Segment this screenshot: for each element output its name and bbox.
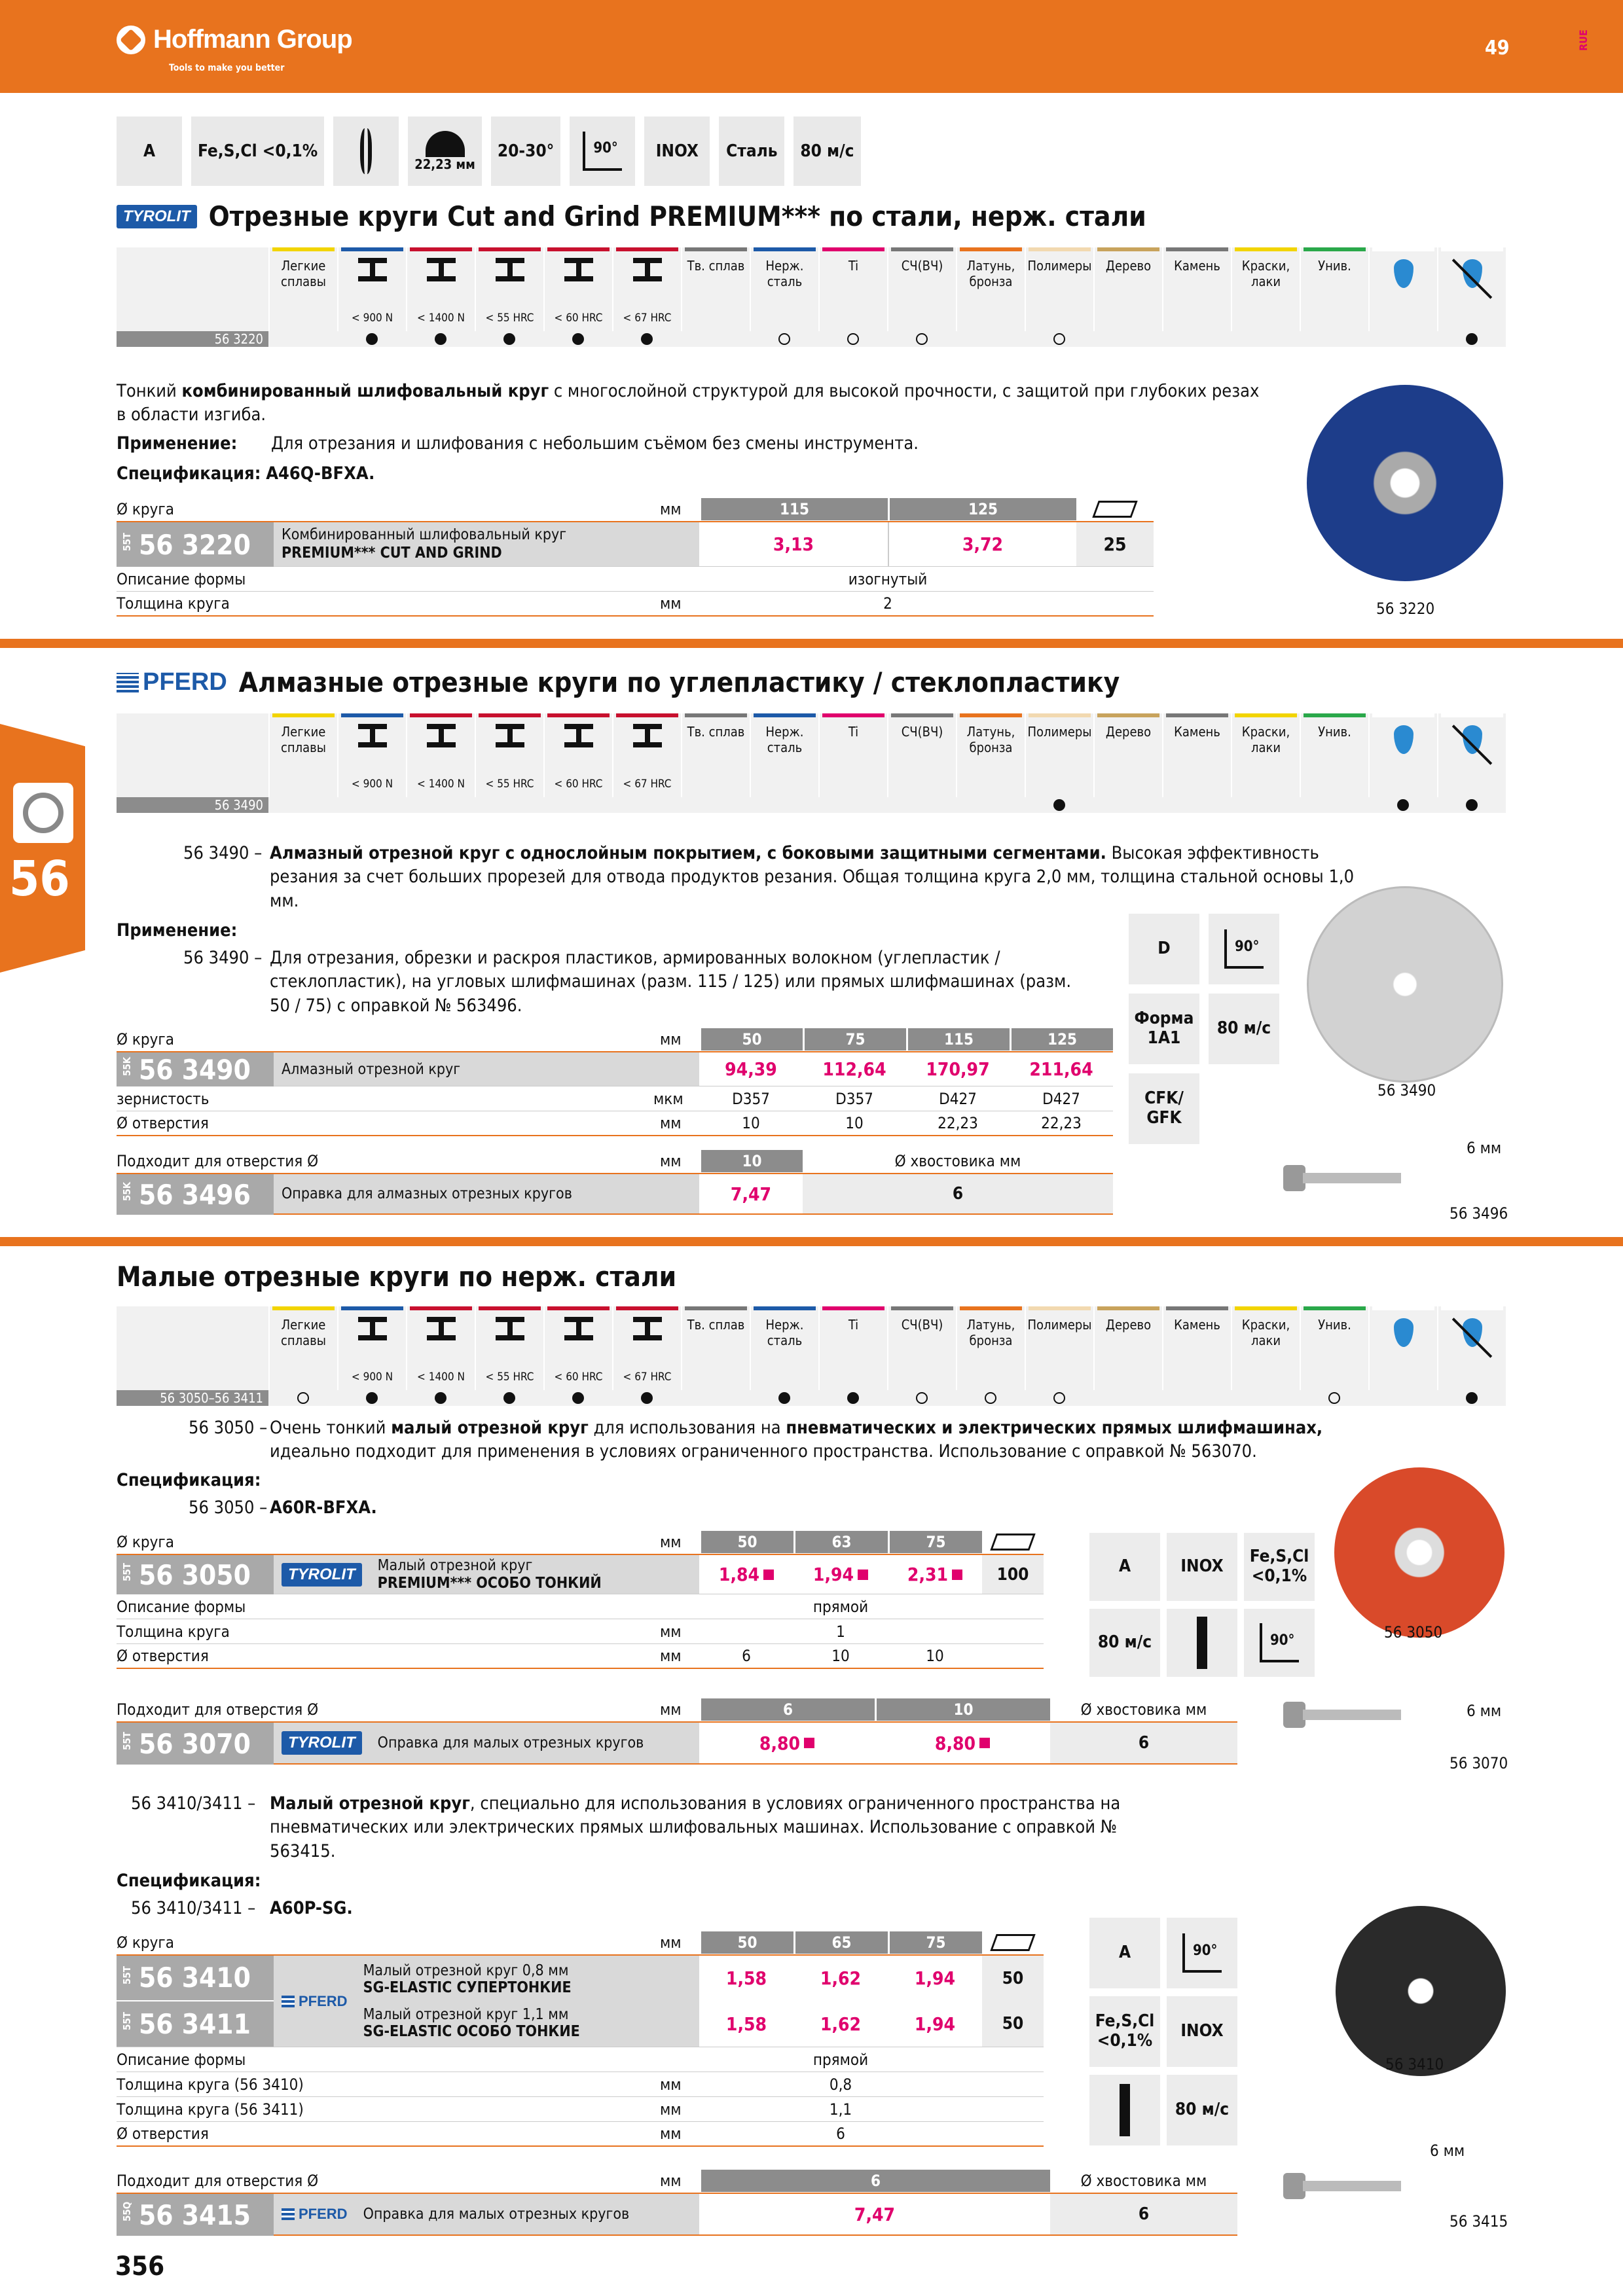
section-title-text: Отрезные круги Cut and Grind PREMIUM*** по стали, нерж. стали — [208, 200, 1146, 232]
property-icon — [333, 117, 399, 186]
material-column: Ti — [818, 1306, 887, 1390]
steel-beam-icon — [358, 724, 387, 747]
material-column: Унив. — [1300, 713, 1368, 797]
black-disc-image — [1336, 1906, 1506, 2076]
language-code: RUE — [1577, 29, 1590, 51]
steel-beam-icon — [358, 1317, 387, 1340]
s3-mandrel-table-1: Подходит для отверстия Ø мм 6 10 Ø хвостовика мм 55T 56 3070 TYROLIT Оправка для малых отрезных кругов 8,80 8,80 6 — [117, 1698, 1237, 1765]
material-column: < 1400 N — [406, 1306, 475, 1390]
material-column: Дерево — [1093, 713, 1162, 797]
brand-name: Hoffmann Group — [153, 25, 352, 54]
material-column: < 67 HRC — [612, 713, 681, 797]
s1-description: Тонкий комбинированный шлифовальный круг с многослойной структурой для высокой прочности, с защитой при глубоких резах в области изгиба. — [117, 381, 1260, 425]
chapter-number: 56 — [9, 851, 70, 907]
material-column: Краски, лаки — [1231, 713, 1300, 797]
s3-product-table-2: Ø круга мм 50 65 75 55T 56 3410 55T 56 3411 PFERD Малый отрезной круг 0,8 мм SG-ELASTIC СУПЕРТОНКИЕ Малый отрезной круг 1,1 мм SG-ELASTIC ОСОБО ТОНКИЕ 1,58 1,62 1,94 1,58 1,62 1,94 50 50 Описание формы прямой Толщина круга (56 3410) мм 0,8 Толщина круга (56 3411) мм 1,1 Ø отверстия мм 6 — [117, 1931, 1044, 2147]
material-column: Нерж. сталь — [750, 1306, 818, 1390]
material-column — [1437, 713, 1506, 797]
material-column: Ti — [818, 713, 887, 797]
material-column: < 900 N — [337, 1306, 406, 1390]
brand-tagline: Tools to make you better — [169, 63, 285, 73]
material-column: Краски, лаки — [1231, 1306, 1300, 1390]
conditional-dot — [1328, 1392, 1340, 1404]
section-title-text: Алмазные отрезные круги по углепластику / стеклопластику — [238, 666, 1120, 698]
chapter-tab[interactable] — [0, 724, 85, 973]
price[interactable]: 94,39 — [725, 1058, 777, 1080]
price[interactable]: 112,64 — [822, 1058, 886, 1080]
material-column: СЧ(ВЧ) — [887, 1306, 956, 1390]
steel-beam-icon — [633, 1317, 662, 1340]
price[interactable]: 170,97 — [926, 1058, 990, 1080]
suitable-dot — [847, 1392, 859, 1404]
section-title-3: Малые отрезные круги по нерж. стали — [117, 1261, 677, 1293]
material-column: < 60 HRC — [543, 713, 612, 797]
property-icon: A — [117, 117, 182, 186]
material-column: < 60 HRC — [543, 1306, 612, 1390]
coolant-drop-icon — [1394, 1318, 1413, 1347]
pack-box-icon — [1076, 501, 1154, 518]
s2-product-table: Ø круга мм 50 75 115 125 55K 56 3490 Алмазный отрезной круг 94,39 112,64 170,97 211,64 зернистость мкм D357 D357 D427 D427 Ø отверстия мм 10 10 22,23 22,23 — [117, 1028, 1113, 1136]
suitable-dot — [572, 1392, 584, 1404]
suitable-dot — [503, 1392, 515, 1404]
product-name: Алмазный отрезной круг — [274, 1052, 699, 1086]
article-number[interactable]: 55T 56 3050 — [117, 1555, 274, 1594]
material-column: < 1400 N — [406, 247, 475, 331]
material-table-2: Легкие сплавы < 900 N < 1400 N < 55 HRC < 60 HRC < 67 HRC Тв. сплав Нерж. сталь Ti СЧ(ВЧ) Латунь, бронза Полимеры Дерево Камень Краски, лаки Унив. 56 3490 — [117, 713, 1506, 813]
brand-logo — [117, 25, 352, 54]
material-column: Тв. сплав — [681, 1306, 750, 1390]
coolant-drop-icon — [1394, 259, 1413, 288]
material-column: Тв. сплав — [681, 247, 750, 331]
material-column: Камень — [1162, 1306, 1231, 1390]
thin-disc-icon — [1167, 1609, 1237, 1677]
conditional-dot — [916, 333, 928, 345]
material-column: Латунь, бронза — [956, 1306, 1025, 1390]
s2-description: Алмазный отрезной круг с однослойным покрытием, с боковыми защитными сегментами. Высокая эффективность резания за счет больших прорезей для отвода продуктов резания. Общая толщина круга 2,0 мм, толщина стальной основы 1,0 мм. — [270, 843, 1355, 911]
material-column: Легкие сплавы — [268, 247, 337, 331]
material-column: Дерево — [1093, 247, 1162, 331]
property-icon-bar — [117, 117, 861, 186]
s3-description-1: Очень тонкий малый отрезной круг для использования на пневматических и электрических прямых шлифмашинах, идеально подходит для применения в условиях ограниченного пространства. Использование с оправкой № 563070. — [270, 1418, 1323, 1462]
material-column — [1437, 247, 1506, 331]
material-column: Дерево — [1093, 1306, 1162, 1390]
tyrolit-logo: TYROLIT — [117, 205, 197, 228]
material-column: Полимеры — [1025, 1306, 1093, 1390]
property-icon: 90° — [570, 117, 635, 186]
property-icon: 20-30° — [491, 117, 561, 186]
material-column: < 1400 N — [406, 713, 475, 797]
steel-beam-icon — [427, 1317, 456, 1340]
material-column — [1368, 247, 1437, 331]
diam-label: Ø круга — [117, 500, 174, 518]
suitable-dot — [1466, 799, 1478, 811]
s3-mandrel-table-2: Подходит для отверстия Ø мм 6 Ø хвостовика мм 55Q 56 3415 PFERD Оправка для малых отрезных кругов 7,47 6 — [117, 2169, 1237, 2236]
suitable-dot — [435, 333, 447, 345]
price[interactable]: 7,47 — [730, 1183, 772, 1205]
material-column: < 55 HRC — [475, 713, 543, 797]
steel-beam-icon — [496, 1317, 524, 1340]
s3-product-table-1: Ø круга мм 50 63 75 55T 56 3050 TYROLIT Малый отрезной круг PREMIUM*** ОСОБО ТОНКИЙ 1,84 1,94 2,31 100 Описание формы прямой Толщина круга мм 1 Ø отверстия мм 6 10 10 — [117, 1530, 1044, 1669]
catalog-page-number: 49 — [1485, 37, 1510, 60]
shape-value: изогнутый — [848, 569, 928, 588]
steel-beam-icon — [427, 724, 456, 747]
size-header: 125 — [888, 498, 1076, 520]
s1-product-table: Ø круга мм 115 125 55T 56 3220 Комбинированный шлифовальный круг PREMIUM*** CUT AND GRIND 3,13 3,72 25 Описание формы изогнутый Толщина круга мм 2 — [117, 497, 1154, 617]
product-name: TYROLIT Малый отрезной круг PREMIUM*** ОСОБО ТОНКИЙ — [274, 1555, 699, 1594]
material-column: < 60 HRC — [543, 247, 612, 331]
conditional-dot — [1053, 1392, 1065, 1404]
product-name: Комбинированный шлифовальный круг PREMIUM*** CUT AND GRIND — [274, 522, 699, 566]
material-column: Латунь, бронза — [956, 713, 1025, 797]
coolant-drop-icon — [1394, 725, 1413, 754]
cut-grind-disc-image — [1307, 385, 1503, 581]
material-column: Латунь, бронза — [956, 247, 1025, 331]
material-column: СЧ(ВЧ) — [887, 713, 956, 797]
section-divider — [0, 639, 1623, 648]
material-column — [1368, 1306, 1437, 1390]
property-icon: 80 м/с — [793, 117, 860, 186]
material-column: Полимеры — [1025, 247, 1093, 331]
material-column: Камень — [1162, 247, 1231, 331]
article-number[interactable]: 55K 56 3496 — [117, 1174, 274, 1215]
price[interactable]: 211,64 — [1029, 1058, 1093, 1080]
section-title-2 — [117, 666, 1120, 698]
product-name: Оправка для алмазных отрезных кругов — [274, 1174, 699, 1213]
size-header: 115 — [699, 498, 888, 520]
s1-application: Применение: Для отрезания и шлифования с небольшим съёмом без смены инструмента. — [117, 433, 919, 454]
suitable-dot — [1466, 333, 1478, 345]
article-number[interactable]: 55T 56 3070 — [117, 1723, 274, 1765]
material-table-3: Легкие сплавы < 900 N < 1400 N < 55 HRC < 60 HRC < 67 HRC Тв. сплав Нерж. сталь Ti СЧ(ВЧ) Латунь, бронза Полимеры Дерево Камень Краски, лаки Унив. 56 3050–56 3411 — [117, 1306, 1506, 1406]
suitable-dot — [572, 333, 584, 345]
price[interactable]: 3,13 — [773, 533, 814, 555]
s1-spec: Спецификация: A46Q-BFXA. — [117, 463, 375, 484]
steel-beam-icon — [564, 724, 593, 747]
article-number[interactable]: 55T 56 3220 — [117, 522, 274, 567]
steel-beam-icon — [564, 1317, 593, 1340]
steel-beam-icon — [496, 258, 524, 281]
steel-beam-icon — [496, 724, 524, 747]
suitable-dot — [641, 333, 653, 345]
material-column: < 55 HRC — [475, 1306, 543, 1390]
material-column: Краски, лаки — [1231, 247, 1300, 331]
suitable-dot — [778, 1392, 790, 1404]
material-column — [1368, 713, 1437, 797]
conditional-dot — [847, 333, 859, 345]
article-number[interactable]: 55K 56 3490 — [117, 1052, 274, 1086]
material-column: < 67 HRC — [612, 247, 681, 331]
property-icon: INOX — [644, 117, 710, 186]
suitable-dot — [1397, 799, 1409, 811]
material-column: Легкие сплавы — [268, 713, 337, 797]
angle-90-icon: 90° — [1167, 1918, 1237, 1988]
hoffmann-logo-icon — [117, 26, 145, 54]
pack-box-icon — [982, 1534, 1044, 1551]
price[interactable]: 2,31 — [888, 1555, 982, 1594]
material-column: < 55 HRC — [475, 247, 543, 331]
steel-beam-icon — [358, 258, 387, 281]
pack-qty: 25 — [1076, 522, 1154, 566]
material-column: < 900 N — [337, 713, 406, 797]
price[interactable]: 1,94 — [793, 1555, 888, 1594]
material-column: Унив. — [1300, 247, 1368, 331]
material-column: Ti — [818, 247, 887, 331]
material-column: Полимеры — [1025, 713, 1093, 797]
material-column: Легкие сплавы — [268, 1306, 337, 1390]
suitable-dot — [641, 1392, 653, 1404]
s2-application-label: Применение: — [117, 920, 238, 941]
s2-application: Для отрезания, обрезки и раскроя пластиков, армированных волокном (углепластик / стеклопластик), на угловых шлифмашинах (разм. 115 / 125) или прямых шлифмашинах (разм. 50 / 75) с оправкой № 563496. — [270, 948, 1072, 1016]
s3-description-2: Малый отрезной круг, специально для использования в условиях ограниченного пространства на пневматических или электрических прямых шлифовальных машинах. Использование с оправкой № 563415. — [270, 1793, 1121, 1861]
conditional-dot — [1053, 333, 1065, 345]
price[interactable]: 3,72 — [888, 522, 1076, 566]
angle-90-icon: 90° — [1209, 914, 1279, 984]
material-table-1: Легкие сплавы < 900 N < 1400 N < 55 HRC < 60 HRC < 67 HRC Тв. сплав Нерж. сталь Ti СЧ(ВЧ) Латунь, бронза Полимеры Дерево Камень Краски, лаки Унив. 56 3220 — [117, 247, 1506, 347]
cutting-disc-icon — [13, 783, 73, 843]
pferd-logo: PFERD — [117, 668, 227, 696]
diamond-disc-image — [1307, 886, 1503, 1083]
section-title-1 — [117, 200, 1146, 232]
material-column: СЧ(ВЧ) — [887, 247, 956, 331]
conditional-dot — [778, 333, 790, 345]
conditional-dot — [916, 1392, 928, 1404]
angle-90-icon: 90° — [1244, 1609, 1315, 1677]
section-divider — [0, 1237, 1623, 1246]
image-caption: 56 3220 — [1376, 600, 1435, 618]
steel-beam-icon — [633, 724, 662, 747]
conditional-dot — [985, 1392, 996, 1404]
property-icon: 22,23 мм — [408, 117, 482, 186]
price[interactable]: 1,84 — [699, 1555, 793, 1594]
page-number: 356 — [115, 2251, 165, 2282]
steel-beam-icon — [427, 258, 456, 281]
steel-beam-icon — [633, 258, 662, 281]
suitable-dot — [1466, 1392, 1478, 1404]
material-column: Нерж. сталь — [750, 713, 818, 797]
thickness-value: 2 — [883, 594, 892, 613]
material-column: < 900 N — [337, 247, 406, 331]
suitable-dot — [503, 333, 515, 345]
material-column: Тв. сплав — [681, 713, 750, 797]
property-icon: Сталь — [719, 117, 784, 186]
material-column: Нерж. сталь — [750, 247, 818, 331]
property-icon: Fe,S,Cl <0,1% — [191, 117, 324, 186]
suitable-dot — [435, 1392, 447, 1404]
suitable-dot — [366, 1392, 378, 1404]
thin-disc-icon — [1089, 2075, 1160, 2145]
s2-mandrel-table: Подходит для отверстия Ø мм 10 Ø хвостовика мм 55K 56 3496 Оправка для алмазных отрезных кругов 7,47 6 — [117, 1149, 1113, 1215]
conditional-dot — [297, 1392, 309, 1404]
small-disc-image — [1334, 1467, 1504, 1638]
material-column: < 67 HRC — [612, 1306, 681, 1390]
material-column — [1437, 1306, 1506, 1390]
material-column: Камень — [1162, 713, 1231, 797]
steel-beam-icon — [564, 258, 593, 281]
suitable-dot — [1053, 799, 1065, 811]
material-column: Унив. — [1300, 1306, 1368, 1390]
suitable-dot — [366, 333, 378, 345]
